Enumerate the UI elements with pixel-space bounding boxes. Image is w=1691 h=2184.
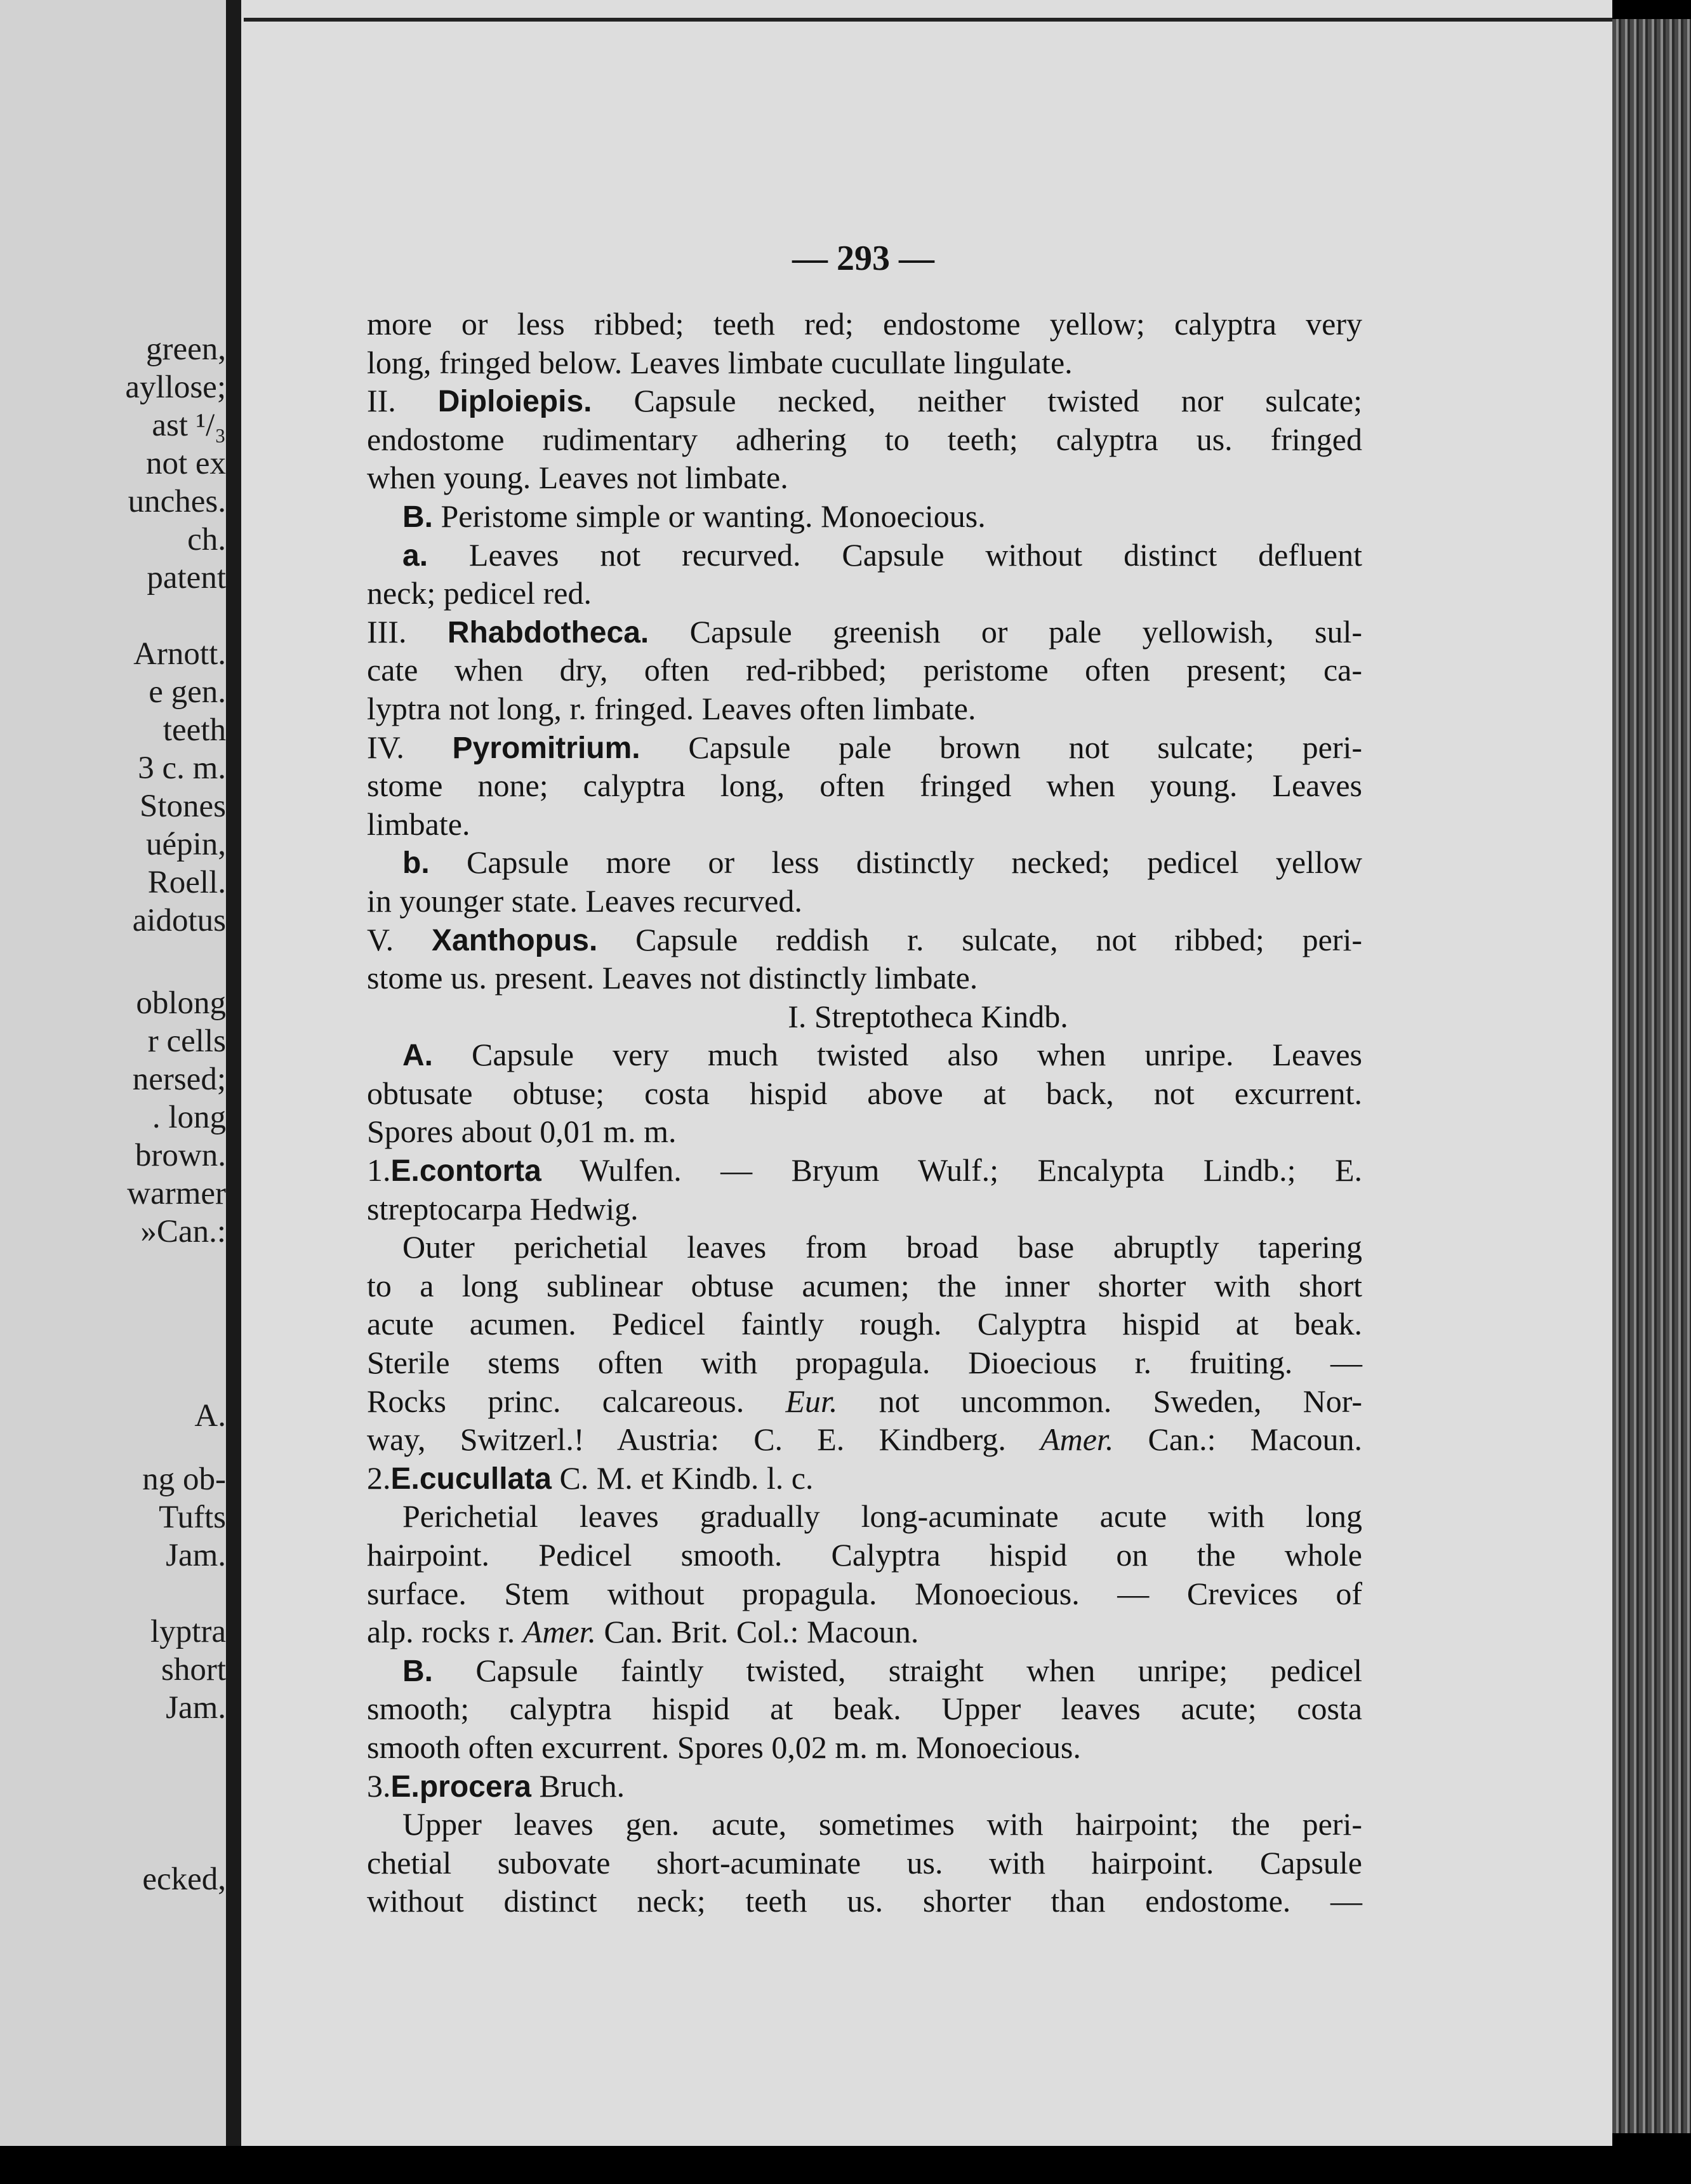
text-line: without distinct neck; teeth us. shorter than endostome. — [367, 1883, 1362, 1919]
key-line [367, 382, 1362, 420]
text-line: Spores about 0,01 m. m. [367, 1114, 677, 1150]
left-page-line: aidotus [132, 903, 226, 938]
text-line: chetial subovate short-acuminate us. with hairpoint. Capsule [367, 1844, 1362, 1881]
region-label: Amer. [522, 1614, 597, 1650]
left-page-line: Roell. [147, 865, 226, 900]
text-span: Rocks princ. calcareous. [367, 1383, 745, 1419]
left-page-line: Tufts [159, 1500, 226, 1535]
left-page-line: Stones [139, 789, 226, 824]
text-line: surface. Stem without propagula. Monoecious. — Crevices of [367, 1575, 1362, 1611]
left-page-line: e gen. [149, 674, 226, 710]
left-page-line: patent [147, 560, 226, 596]
species-authority: Bruch. [539, 1768, 625, 1804]
text-line [367, 1420, 1362, 1459]
species-name: E.cucullata [390, 1462, 552, 1496]
key-line [367, 728, 1362, 767]
left-page-line: ng ob- [142, 1462, 226, 1497]
text-line: limbate. [367, 806, 470, 842]
left-page-line: »Can.: [140, 1214, 226, 1249]
left-page-line: unches. [128, 484, 226, 519]
text-line: smooth; calyptra hispid at beak. Upper leaves acute; costa [367, 1691, 1362, 1727]
text-line: Perichetial leaves gradually long-acuminate acute with long [402, 1498, 1362, 1535]
left-page-line: ch. [187, 522, 226, 557]
key-line [367, 497, 1362, 536]
left-page-line: oblong [136, 985, 226, 1021]
key-line [367, 536, 1362, 575]
page-edge [1612, 19, 1691, 2133]
left-page-line: ast ¹/₃ [152, 408, 226, 443]
text-line: neck; pedicel red. [367, 575, 592, 611]
left-page-line: . long [152, 1100, 226, 1135]
text-line: in younger state. Leaves recurved. [367, 882, 802, 919]
key-letter: b. [402, 846, 430, 881]
region-label: Eur. [785, 1383, 838, 1419]
text-line: cate when dry, often red-ribbed; peristome often present; ca- [367, 652, 1362, 688]
key-number: II. [367, 383, 396, 419]
left-page-line: r cells [147, 1023, 226, 1059]
left-page-line: A. [194, 1398, 226, 1434]
text-line: lyptra not long, r. fringed. Leaves often limbate. [367, 690, 976, 726]
key-number: IV. [367, 729, 404, 765]
left-page-line: Jam. [166, 1690, 226, 1726]
left-page-line: ecked, [142, 1861, 226, 1897]
key-text: Capsule very much twisted also when unripe. Leaves [472, 1037, 1363, 1073]
text-line: Outer perichetial leaves from broad base abruptly tapering [402, 1229, 1362, 1265]
species-number: 1. [367, 1152, 391, 1189]
species-name: E.contorta [390, 1154, 541, 1189]
left-page-line: ayllose; [125, 370, 226, 405]
species-authority: Wulfen. — Bryum Wulf.; Encalypta Lindb.; E. [580, 1152, 1362, 1189]
key-letter: A. [402, 1039, 433, 1073]
left-page-line: nersed; [132, 1062, 226, 1097]
text-line: more or less ribbed; teeth red; endostome yellow; calyptra very [367, 306, 1362, 342]
left-page-line: green, [145, 331, 226, 367]
text-line: stome us. present. Leaves not distinctly limbate. [367, 960, 978, 996]
section-heading: Rhabdotheca. [447, 615, 649, 649]
key-number: III. [367, 613, 407, 649]
left-page-line: lyptra [150, 1614, 226, 1649]
text-line: hairpoint. Pedicel smooth. Calyptra hispid on the whole [367, 1537, 1362, 1573]
text-span: not uncommon. Sweden, Nor- [879, 1383, 1362, 1419]
text-line: Sterile stems often with propagula. Dioecious r. fruiting. — [367, 1345, 1362, 1381]
key-text: Capsule more or less distinctly necked; pedicel yellow [467, 844, 1362, 881]
species-number: 2. [367, 1460, 391, 1496]
text-line: when young. Leaves not limbate. [367, 460, 788, 496]
text-line: endostome rudimentary adhering to teeth; calyptra us. fringed [367, 421, 1362, 457]
left-page-fragment [0, 0, 226, 2146]
key-text: Capsule greenish or pale yellowish, sul- [689, 613, 1362, 649]
key-text: Leaves not recurved. Capsule without distinct defluent [468, 536, 1363, 573]
text-line: Upper leaves gen. acute, sometimes with hairpoint; the peri- [402, 1806, 1362, 1842]
top-border [244, 18, 1612, 22]
key-letter: B. [402, 500, 433, 534]
key-number: V. [367, 921, 394, 957]
key-line [367, 1035, 1362, 1074]
key-letter: a. [402, 538, 428, 573]
text-line: acute acumen. Pedicel faintly rough. Calyptra hispid at beak. [367, 1306, 1362, 1342]
left-page-line: Arnott. [133, 636, 226, 672]
text-line: long, fringed below. Leaves limbate cucullate lingulate. [367, 344, 1073, 380]
text-line [367, 1382, 1362, 1421]
key-line [367, 1651, 1362, 1690]
left-page-line: 3 c. m. [138, 750, 226, 786]
text-span: Can.: Macoun. [1148, 1422, 1363, 1458]
left-page-line: uépin, [145, 827, 226, 862]
book-gutter [226, 0, 241, 2146]
key-letter: B. [402, 1654, 433, 1688]
section-heading: Pyromitrium. [452, 731, 640, 765]
species-line [367, 1767, 1362, 1806]
key-text: Capsule faintly twisted, straight when unripe; pedicel [475, 1652, 1362, 1688]
region-label: Amer. [1040, 1422, 1114, 1458]
section-heading: Diploiepis. [437, 385, 592, 419]
left-page-line: teeth [162, 712, 226, 748]
species-line [367, 1151, 1362, 1190]
species-number: 3. [367, 1768, 391, 1804]
text-span: alp. rocks r. [367, 1614, 515, 1650]
species-line [367, 1459, 1362, 1498]
text-line: obtusate obtuse; costa hispid above at back, not excurrent. [367, 1075, 1362, 1111]
text-body [367, 305, 1362, 1921]
text-line [367, 1613, 1362, 1651]
key-line [367, 613, 1362, 651]
key-text: Peristome simple or wanting. Monoecious. [441, 498, 986, 534]
key-text: Capsule reddish r. sulcate, not ribbed; peri- [635, 921, 1363, 957]
left-page-line: brown. [135, 1138, 226, 1173]
left-page-line: Jam. [166, 1538, 226, 1573]
left-page-line: warmer [127, 1176, 226, 1211]
section-heading: Xanthopus. [432, 923, 598, 957]
species-name: E.procera [390, 1769, 531, 1804]
key-line [367, 921, 1362, 959]
section-title: I. Streptotheca Kindb. [788, 998, 1068, 1034]
text-line: stome none; calyptra long, often fringed when young. Leaves [367, 768, 1362, 804]
text-span: way, Switzerl.! Austria: C. E. Kindberg. [367, 1422, 1006, 1458]
page-number: — 293 — [792, 239, 934, 278]
text-line: to a long sublinear obtuse acumen; the inner shorter with short [367, 1267, 1362, 1303]
left-page-line: short [161, 1652, 226, 1688]
text-line: streptocarpa Hedwig. [367, 1190, 639, 1227]
text-span: Can. Brit. Col.: Macoun. [604, 1614, 919, 1650]
species-authority: C. M. et Kindb. l. c. [559, 1460, 814, 1496]
key-text: Capsule pale brown not sulcate; peri- [688, 729, 1363, 765]
left-page-line: not ex [145, 446, 226, 481]
text-line: smooth often excurrent. Spores 0,02 m. m. Monoecious. [367, 1729, 1081, 1765]
key-text: Capsule necked, neither twisted nor sulcate; [633, 383, 1363, 419]
key-line [367, 843, 1362, 882]
